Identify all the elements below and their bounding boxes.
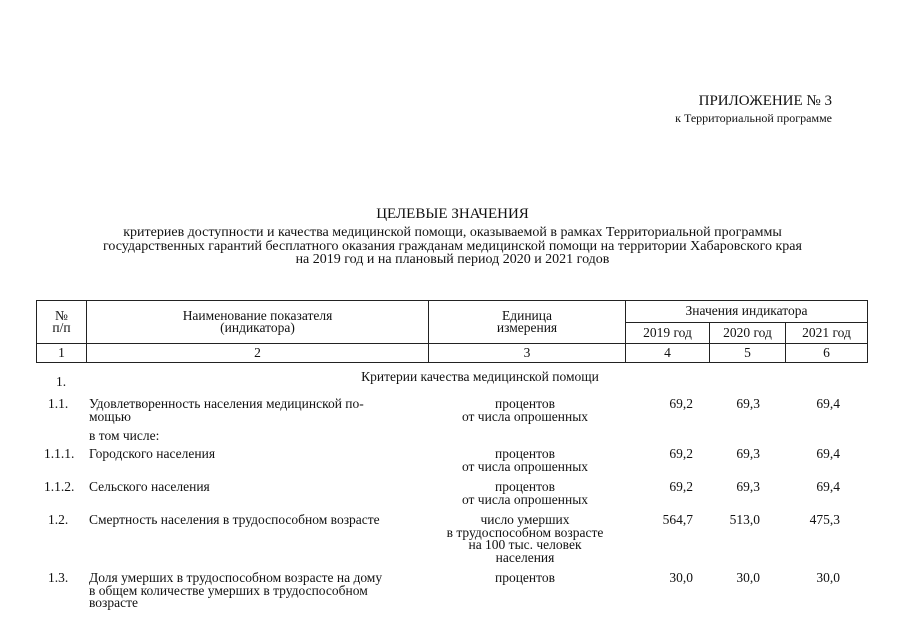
row-number: 1.1.2. xyxy=(44,479,75,494)
value-2020: 69,3 xyxy=(736,396,760,411)
row-unit: процентов xyxy=(494,570,555,585)
appendix-reference: к Территориальной программе xyxy=(675,111,832,125)
header-values-group: Значения индикатора xyxy=(626,301,868,323)
value-2019: 69,2 xyxy=(669,396,693,411)
row-name: Удовлетворенность населения медицинской по- мощью xyxy=(89,396,364,424)
header-name: Наименование показателя (индикатора) xyxy=(87,301,429,344)
header-num: № п/п xyxy=(37,301,87,344)
col-number: 2 xyxy=(87,344,429,363)
col-number: 4 xyxy=(626,344,710,363)
row-name: Городского населения xyxy=(89,446,216,461)
row-unit: процентов от числа опрошенных xyxy=(461,396,589,424)
col-number: 5 xyxy=(710,344,786,363)
row-number: 1.1.1. xyxy=(44,446,75,461)
value-2021: 69,4 xyxy=(816,446,840,461)
subtitle-line: на 2019 год и на плановый период 2020 и 2021 годов xyxy=(295,252,610,267)
value-2020: 30,0 xyxy=(736,570,760,585)
value-2021: 69,4 xyxy=(816,479,840,494)
value-2021: 475,3 xyxy=(809,512,840,527)
value-2021: 69,4 xyxy=(816,396,840,411)
row-name: Сельского населения xyxy=(89,479,210,494)
value-2020: 513,0 xyxy=(729,512,760,527)
document-subtitle xyxy=(0,226,905,267)
header-unit: Единица измерения xyxy=(429,301,626,344)
section-number: 1. xyxy=(56,374,67,389)
col-number: 3 xyxy=(429,344,626,363)
value-2019: 564,7 xyxy=(662,512,693,527)
row-number: 1.1. xyxy=(48,396,69,411)
row-number: 1.2. xyxy=(48,512,69,527)
row-name: в том числе: xyxy=(89,428,160,443)
header-year-2021: 2021 год xyxy=(786,323,868,344)
value-2021: 30,0 xyxy=(816,570,840,585)
row-name: Доля умерших в трудоспособном возрасте на дому в общем количестве умерших в трудоспособном возрасте xyxy=(89,570,383,610)
col-number: 6 xyxy=(786,344,868,363)
header-year-2019: 2019 год xyxy=(626,323,710,344)
row-unit: процентов от числа опрошенных xyxy=(461,479,589,507)
row-number: 1.3. xyxy=(48,570,69,585)
value-2020: 69,3 xyxy=(736,479,760,494)
value-2019: 69,2 xyxy=(669,446,693,461)
row-unit: процентов от числа опрошенных xyxy=(461,446,589,474)
row-unit: число умерших в трудоспособном возрасте на 100 тыс. человек населения xyxy=(446,512,604,565)
section-title: Критерии качества медицинской помощи xyxy=(361,369,599,384)
document-title: ЦЕЛЕВЫЕ ЗНАЧЕНИЯ xyxy=(376,206,529,222)
appendix-number: ПРИЛОЖЕНИЕ № 3 xyxy=(698,93,832,109)
value-2019: 69,2 xyxy=(669,479,693,494)
value-2020: 69,3 xyxy=(736,446,760,461)
value-2019: 30,0 xyxy=(669,570,693,585)
indicators-table-header xyxy=(36,300,868,363)
subtitle-line: критериев доступности и качества медицинской помощи, оказываемой в рамках Территориальной программы xyxy=(123,225,782,240)
header-year-2020: 2020 год xyxy=(710,323,786,344)
subtitle-line: государственных гарантий бесплатного оказания гражданам медицинской помощи на территории Хабаровского края xyxy=(103,238,802,254)
col-number: 1 xyxy=(37,344,87,363)
row-name: Смертность населения в трудоспособном возрасте xyxy=(89,512,380,527)
appendix-header xyxy=(610,92,832,126)
